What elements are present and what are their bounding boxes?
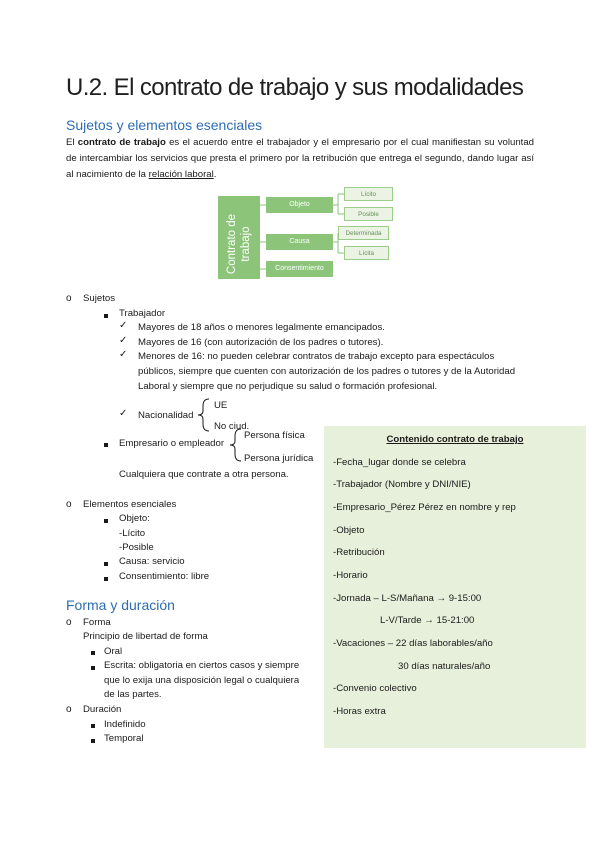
persona-fisica: Persona física [244, 430, 305, 441]
trabajador-item-3: Menores de 16: no pueden celebrar contratos de trabajo excepto para espectáculos [138, 351, 495, 362]
square-bullet [104, 577, 108, 581]
bullet-circle: o [66, 499, 72, 510]
trabajador-item-3b: públicos, siempre que cuenten con autorización de los padres o tutores y de la Autoridad [138, 366, 516, 377]
nacionalidad-label: Nacionalidad [138, 410, 194, 421]
diagram-main-label: Contrato de trabajo [226, 213, 252, 275]
box-line: -Fecha_lugar donde se celebra [333, 457, 466, 468]
box-title: Contenido contrato de trabajo [386, 434, 524, 445]
elementos-consentimiento: Consentimiento: libre [119, 571, 210, 582]
box-line: -Empresario_Pérez Pérez en nombre y rep [333, 502, 516, 513]
box-line: -Horario [333, 570, 368, 581]
box-line: -Retribución [333, 547, 385, 558]
box-line: -Vacaciones – 22 días laborables/año [333, 638, 493, 649]
bullet-circle: o [66, 704, 72, 715]
trabajador-item-2: Mayores de 16 (con autorización de los padres o tutores). [138, 337, 384, 348]
brace-nacionalidad [197, 398, 211, 432]
elementos-objeto: Objeto: [119, 513, 150, 524]
box-line: L-V/Tarde → 15-21:00 [380, 615, 475, 626]
bullet-circle: o [66, 617, 72, 628]
section-heading-sujetos: Sujetos y elementos esenciales [66, 117, 263, 133]
diagram-objeto: Objeto [266, 197, 333, 213]
intro-prefix: El [66, 137, 78, 148]
contenido-contrato-box [324, 426, 586, 748]
sujetos-label: Sujetos [83, 293, 115, 304]
elementos-causa: Causa: servicio [119, 556, 185, 567]
check-icon: ✓ [119, 335, 128, 346]
diagram-consentimiento: Consentimiento [266, 261, 333, 277]
nacionalidad-no-ciud: No ciud. [214, 421, 250, 432]
box-line: -Trabajador (Nombre y DNI/NIE) [333, 479, 471, 490]
check-icon: ✓ [119, 349, 128, 360]
section-heading-forma: Forma y duración [66, 597, 175, 613]
forma-label: Forma [83, 617, 111, 628]
elementos-label: Elementos esenciales [83, 499, 177, 510]
diagram-licito: Lícito [344, 187, 393, 201]
diagram-posible: Posible [344, 207, 393, 221]
empresario-label: Empresario o empleador [119, 438, 225, 449]
duracion-label: Duración [83, 704, 122, 715]
square-bullet [91, 666, 95, 670]
diagram-causa: Causa [266, 234, 333, 250]
intro-end: . [213, 169, 217, 180]
square-bullet [104, 314, 108, 318]
diagram-determinada: Determinada [338, 226, 389, 240]
trabajador-item-1: Mayores de 18 años o menores legalmente emancipados. [138, 322, 385, 333]
diagram-licita: Lícita [344, 246, 389, 260]
forma-principio: Principio de libertad de forma [83, 631, 208, 642]
square-bullet [91, 724, 95, 728]
square-bullet [104, 562, 108, 566]
empresario-desc: Cualquiera que contrate a otra persona. [119, 469, 289, 480]
square-bullet [91, 739, 95, 743]
box-line: -Jornada – L-S/Mañana → 9-15:00 [333, 593, 482, 604]
check-icon: ✓ [119, 320, 128, 331]
square-bullet [104, 519, 108, 523]
duracion-temporal: Temporal [104, 733, 144, 744]
box-line: 30 días naturales/año [398, 661, 491, 672]
diagram-main-box [218, 196, 260, 279]
elementos-posible: -Posible [119, 542, 154, 553]
trabajador-item-3c: Laboral y siempre que no perjudique su salud o formación profesional. [138, 381, 438, 392]
persona-juridica: Persona jurídica [244, 453, 314, 464]
forma-escrita-3: de las partes. [104, 689, 162, 700]
intro-link-relacion-laboral[interactable]: relación laboral [148, 169, 214, 180]
duracion-indefinido: Indefinido [104, 719, 146, 730]
page-title: U.2. El contrato de trabajo y sus modalidades [66, 74, 524, 101]
square-bullet [91, 651, 95, 655]
bullet-circle: o [66, 293, 72, 304]
trabajador-label: Trabajador [119, 308, 166, 319]
forma-escrita-2: que lo exija una disposición legal o cualquiera [104, 675, 300, 686]
box-line: -Horas extra [333, 706, 386, 717]
brace-empresario [229, 428, 243, 462]
square-bullet [104, 443, 108, 447]
nacionalidad-ue: UE [214, 400, 228, 411]
check-icon: ✓ [119, 408, 128, 419]
intro-bold: contrato de trabajo [77, 137, 166, 148]
forma-oral: Oral [104, 646, 123, 657]
forma-escrita-1: Escrita: obligatoria en ciertos casos y siempre [104, 660, 300, 671]
box-line: -Convenio colectivo [333, 683, 417, 694]
intro-text: es el acuerdo entre el trabajador y el empresario por el cual manifiestan su voluntad de intercambiar los servicios que presta el primero por la retribución que entrega el segundo, dando lugar así al nacimiento de la [66, 137, 535, 180]
box-line: -Objeto [333, 525, 365, 536]
elementos-licito: -Lícito [119, 528, 146, 539]
